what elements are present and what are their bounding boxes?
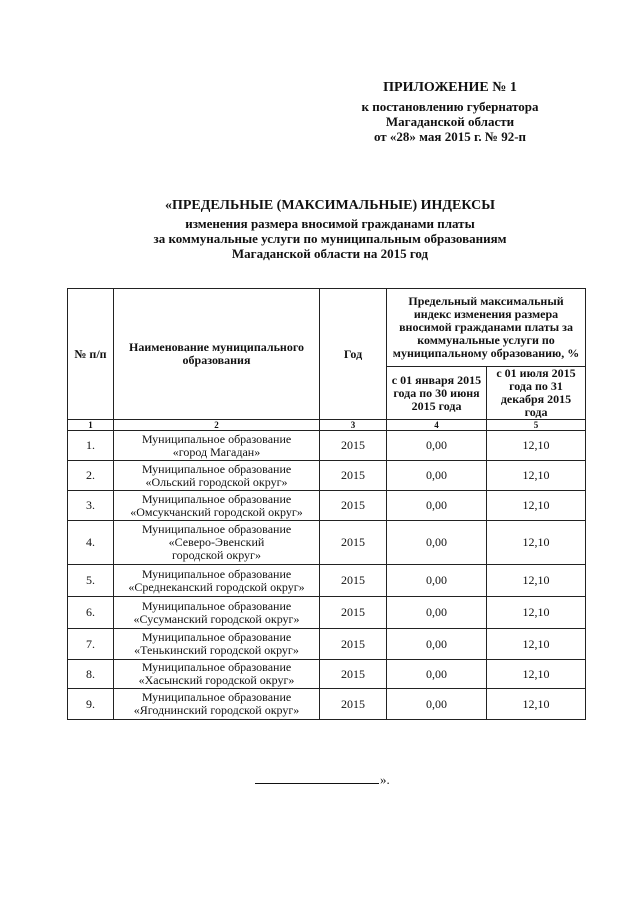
row-year: 2015: [320, 689, 387, 720]
municipality-cell: [114, 431, 320, 461]
column-number: 2: [114, 420, 320, 431]
row-index-period-2: 12,10: [487, 689, 586, 720]
document-title: [70, 198, 590, 261]
municipality-name: «Среднеканский городской округ»: [128, 579, 305, 594]
municipality-cell: [114, 521, 320, 565]
row-number: 5.: [68, 565, 114, 597]
appendix-block: [300, 80, 600, 144]
municipality-cell: [114, 491, 320, 521]
municipality-label: Муниципальное образование: [141, 660, 292, 674]
row-index-period-1: 0,00: [387, 660, 487, 689]
row-year: 2015: [320, 660, 387, 689]
table-row: [68, 521, 586, 565]
row-index-period-1: 0,00: [387, 689, 487, 720]
municipality-label: Муниципальное образование: [141, 690, 292, 704]
municipality-name: «Омсукчанский городской округ»: [130, 504, 303, 519]
row-year: 2015: [320, 565, 387, 597]
column-numbers-row: [68, 420, 586, 431]
row-year: 2015: [320, 431, 387, 461]
row-number: 7.: [68, 629, 114, 660]
column-number: 1: [68, 420, 114, 431]
row-index-period-2: 12,10: [487, 597, 586, 629]
index-table: [67, 288, 586, 720]
municipality-name: «Тенькинский городской округ»: [134, 643, 299, 657]
row-index-period-1: 0,00: [387, 431, 487, 461]
municipality-name: «Ягоднинский городской округ»: [133, 703, 300, 717]
row-number: 1.: [68, 431, 114, 461]
title-line-1: изменения размера вносимой гражданами платы: [185, 216, 475, 231]
municipality-name-cont: городской округ»: [172, 548, 261, 562]
row-year: 2015: [320, 461, 387, 491]
appendix-heading: ПРИЛОЖЕНИЕ № 1: [383, 80, 517, 95]
row-year: 2015: [320, 521, 387, 565]
row-index-period-1: 0,00: [387, 491, 487, 521]
row-number: 8.: [68, 660, 114, 689]
header-row: [68, 289, 586, 367]
table-row: [68, 461, 586, 491]
row-year: 2015: [320, 491, 387, 521]
municipality-name: «Сусуманский городской округ»: [133, 611, 300, 626]
title-line-3: Магаданской области на 2015 год: [231, 246, 429, 261]
row-number: 3.: [68, 491, 114, 521]
table-row: [68, 491, 586, 521]
municipality-label: Муниципальное образование: [141, 461, 292, 476]
municipality-name: «Ольский городской округ»: [145, 474, 288, 489]
header-period-1: с 01 января 2015 года по 30 июня 2015 года: [387, 367, 487, 420]
column-number: 3: [320, 420, 387, 431]
row-index-period-2: 12,10: [487, 461, 586, 491]
header-num: № п/п: [68, 289, 114, 420]
municipality-name: «город Магадан»: [172, 444, 261, 459]
appendix-line-1: к постановлению губернатора: [361, 99, 539, 114]
table-row: [68, 629, 586, 660]
row-index-period-1: 0,00: [387, 597, 487, 629]
municipality-label: Муниципальное образование: [141, 431, 292, 446]
header-year: Год: [320, 289, 387, 420]
row-index-period-2: 12,10: [487, 565, 586, 597]
header-name: Наименование муниципального образования: [114, 289, 320, 420]
municipality-cell: [114, 660, 320, 689]
municipality-label: Муниципальное образование: [141, 630, 292, 644]
appendix-line-2: Магаданской области: [385, 114, 515, 129]
row-year: 2015: [320, 629, 387, 660]
table-row: [68, 431, 586, 461]
row-year: 2015: [320, 597, 387, 629]
municipality-label: Муниципальное образование: [141, 566, 292, 581]
blank-line: [255, 783, 379, 784]
municipality-cell: [114, 565, 320, 597]
table-row: [68, 660, 586, 689]
table-row: [68, 565, 586, 597]
row-number: 9.: [68, 689, 114, 720]
row-index-period-1: 0,00: [387, 629, 487, 660]
row-number: 6.: [68, 597, 114, 629]
appendix-line-3: от «28» мая 2015 г. № 92-п: [373, 129, 527, 144]
row-index-period-1: 0,00: [387, 461, 487, 491]
municipality-cell: [114, 461, 320, 491]
row-number: 4.: [68, 521, 114, 565]
municipality-name: «Северо-Эвенский: [168, 535, 265, 549]
municipality-label: Муниципальное образование: [141, 491, 292, 506]
municipality-label: Муниципальное образование: [141, 522, 292, 536]
row-index-period-2: 12,10: [487, 629, 586, 660]
title-main: «ПРЕДЕЛЬНЫЕ (МАКСИМАЛЬНЫЕ) ИНДЕКСЫ: [164, 198, 496, 213]
row-index-period-2: 12,10: [487, 660, 586, 689]
table-row: [68, 689, 586, 720]
municipality-name: «Хасынский городской округ»: [138, 673, 295, 687]
municipality-cell: [114, 629, 320, 660]
row-number: 2.: [68, 461, 114, 491]
municipality-cell: [114, 689, 320, 720]
title-line-2: за коммунальные услуги по муниципальным образованиям: [153, 231, 507, 246]
row-index-period-1: 0,00: [387, 565, 487, 597]
column-number: 4: [387, 420, 487, 431]
header-period-2: с 01 июля 2015 года по 31 декабря 2015 года: [487, 367, 586, 420]
row-index-period-2: 12,10: [487, 431, 586, 461]
column-number: 5: [487, 420, 586, 431]
header-index: Предельный максимальный индекс изменения размера вносимой гражданами платы за коммунальные услуги по муниципальному образованию, %: [387, 289, 586, 367]
municipality-cell: [114, 597, 320, 629]
closing-mark: [255, 772, 415, 788]
row-index-period-1: 0,00: [387, 521, 487, 565]
row-index-period-2: 12,10: [487, 521, 586, 565]
row-index-period-2: 12,10: [487, 491, 586, 521]
closing-quote: ».: [380, 772, 390, 787]
municipality-label: Муниципальное образование: [141, 598, 292, 613]
table-row: [68, 597, 586, 629]
